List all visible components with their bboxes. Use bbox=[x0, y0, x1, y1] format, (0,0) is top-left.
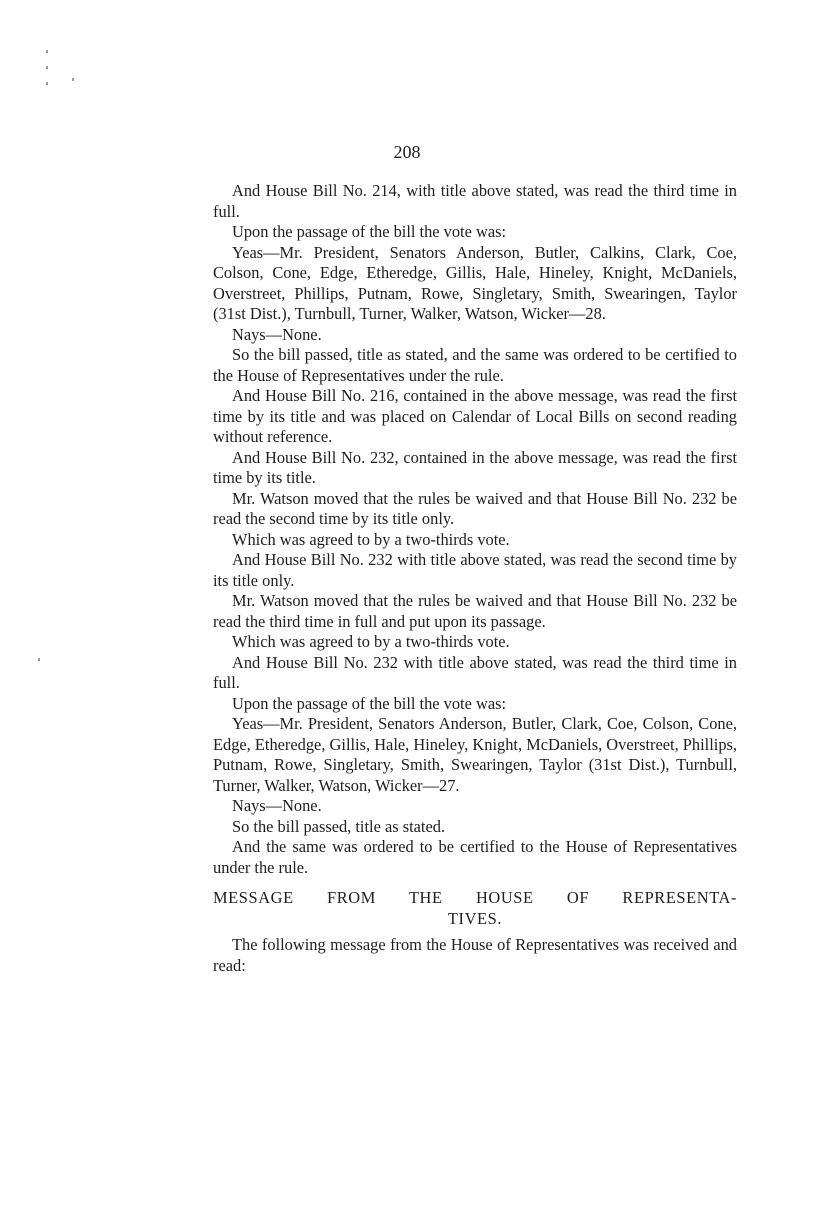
paragraph: Mr. Watson moved that the rules be waived and that House Bill No. 232 be read the third time in full and put upon its passage. bbox=[213, 591, 737, 631]
paragraph: Nays—None. bbox=[232, 796, 322, 815]
paragraph: And House Bill No. 216, contained in the above message, was read the first time by its title and was placed on Calendar of Local Bills on second reading without reference. bbox=[213, 386, 737, 446]
journal-text bbox=[213, 181, 737, 976]
paragraph: Which was agreed to by a two-thirds vote. bbox=[232, 529, 510, 549]
paragraph: And House Bill No. 232 with title above stated, was read the second time by its title only. bbox=[213, 550, 737, 590]
section-heading-line-1: MESSAGE FROM THE HOUSE OF REPRESENTA- bbox=[213, 888, 737, 907]
paragraph: Upon the passage of the bill the vote was: bbox=[232, 222, 507, 241]
paragraph: Nays—None. bbox=[232, 324, 322, 344]
paragraph: Mr. Watson moved that the rules be waived and that House Bill No. 232 be read the second time by its title only. bbox=[213, 488, 737, 528]
paragraph: And House Bill No. 214, with title above stated, was read the third time in full. bbox=[213, 181, 737, 221]
paragraph: Which was agreed to by a two-thirds vote. bbox=[232, 632, 510, 651]
paragraph: And House Bill No. 232, contained in the above message, was read the first time by its title. bbox=[213, 447, 737, 487]
section-heading bbox=[213, 888, 737, 929]
paragraph: Yeas—Mr. President, Senators Anderson, Butler, Calkins, Clark, Coe, Colson, Cone, Edge, Etheredge, Gillis, Hale, Hineley, Knight, McDaniels, Overstreet, Phillips, Putnam, Rowe, Singletary, Smith, Swearingen, Taylor (31st Dist.), Turnbull, Turner, Walker, Watson, Wicker—28. bbox=[213, 242, 737, 323]
section-heading-line-2: TIVES. bbox=[447, 908, 503, 928]
closing-paragraph: The following message from the House of Representatives was received and read: bbox=[213, 935, 737, 975]
scan-speck bbox=[46, 66, 48, 69]
scan-speck bbox=[46, 82, 48, 85]
paragraph: Upon the passage of the bill the vote was: bbox=[232, 693, 507, 713]
page-number: 208 bbox=[393, 142, 421, 162]
paragraph: Yeas—Mr. President, Senators Anderson, Butler, Clark, Coe, Colson, Cone, Edge, Etheredge, Gillis, Hale, Hineley, Knight, McDaniels, Overstreet, Phillips, Putnam, Rowe, Singletary, Smith, Swearingen, Taylor (31st Dist.), Turnbull, Turner, Walker, Watson, Wicker—27. bbox=[213, 714, 737, 795]
scan-speck bbox=[38, 658, 40, 661]
scan-speck bbox=[72, 78, 74, 81]
scan-speck bbox=[46, 50, 48, 53]
paragraph: And House Bill No. 232 with title above stated, was read the third time in full. bbox=[213, 652, 737, 692]
paragraph: So the bill passed, title as stated. bbox=[232, 816, 446, 836]
paragraph: And the same was ordered to be certified to the House of Representatives under the rule. bbox=[213, 837, 737, 877]
paragraph: So the bill passed, title as stated, and the same was ordered to be certified to the House of Representatives under the rule. bbox=[213, 345, 737, 385]
